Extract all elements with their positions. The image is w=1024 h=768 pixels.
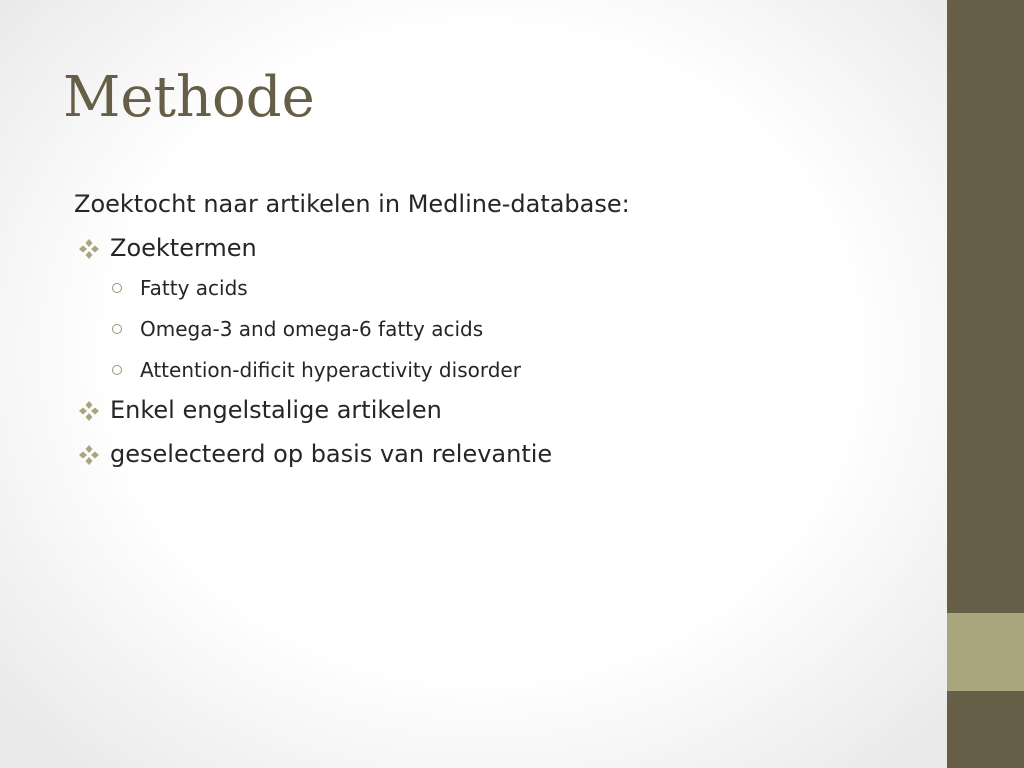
bullet-text: geselecteerd op basis van relevantie: [110, 440, 553, 468]
bullet-text: Enkel engelstalige artikelen: [110, 396, 442, 424]
circle-bullet-icon: [112, 283, 122, 293]
circle-bullet-icon: [112, 324, 122, 334]
sub-bullet-text: Attention-dificit hyperactivity disorder: [140, 358, 521, 382]
sub-bullet-text: Omega-3 and omega-6 fatty acids: [140, 317, 484, 341]
decorative-side-accent: [947, 613, 1024, 691]
intro-text: Zoektocht naar artikelen in Medline-database:: [74, 190, 630, 218]
circle-bullet-icon: [112, 365, 122, 375]
sub-bullet-item: [74, 273, 934, 303]
diamond-bullet-icon: [78, 238, 100, 260]
sub-bullet-text: Fatty acids: [140, 276, 248, 300]
slide-content: [74, 186, 934, 472]
sub-bullet-item: [74, 355, 934, 385]
slide-title: Methode: [63, 65, 315, 130]
bullet-item: [74, 392, 934, 428]
bullet-item: [74, 230, 934, 266]
bullet-text: Zoektermen: [110, 234, 257, 262]
diamond-bullet-icon: [78, 444, 100, 466]
diamond-bullet-icon: [78, 400, 100, 422]
bullet-item: [74, 436, 934, 472]
sub-bullet-item: [74, 314, 934, 344]
